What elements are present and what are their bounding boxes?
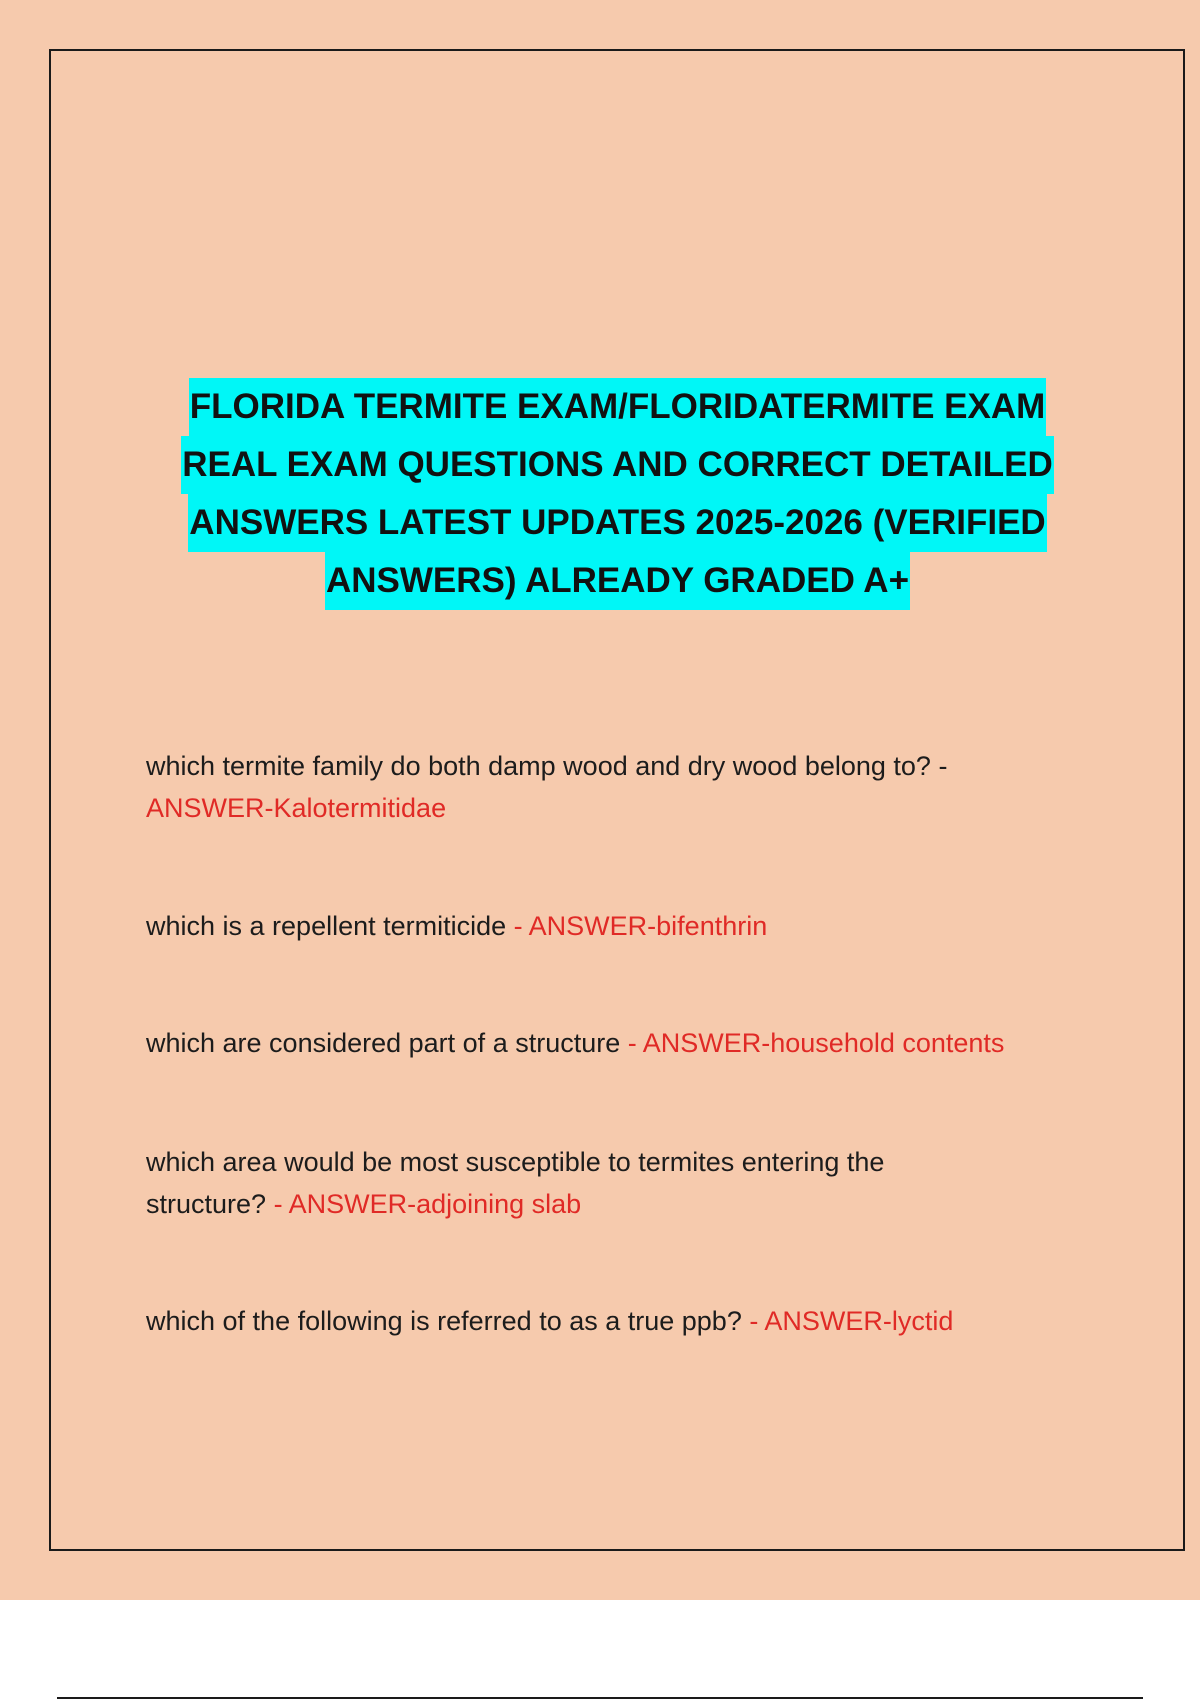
qa-item-2	[146, 905, 1096, 947]
qa-item-1	[146, 745, 1096, 829]
question-text: which of the following is referred to as a true ppb?	[146, 1306, 750, 1336]
title-line-3: ANSWERS LATEST UPDATES 2025-2026 (VERIFIED	[188, 494, 1046, 552]
question-text: which are considered part of a structure	[146, 1028, 628, 1058]
title-line-2: REAL EXAM QUESTIONS AND CORRECT DETAILED	[181, 436, 1054, 494]
answer-text: - ANSWER-lyctid	[749, 1306, 954, 1336]
question-text: which area would be most susceptible to termites entering the structure?	[146, 1147, 885, 1219]
answer-text: - ANSWER-household contents	[627, 1028, 1005, 1058]
question-text: which is a repellent termiticide	[146, 911, 514, 941]
title-line-4: ANSWERS) ALREADY GRADED A+	[325, 552, 910, 610]
answer-text: - ANSWER-bifenthrin	[513, 911, 768, 941]
footer-divider	[57, 1697, 1143, 1699]
answer-text: ANSWER-Kalotermitidae	[146, 793, 447, 823]
title-line-1: FLORIDA TERMITE EXAM/FLORIDATERMITE EXAM	[189, 378, 1047, 436]
qa-item-4	[146, 1141, 986, 1225]
qa-item-3	[146, 1022, 1096, 1064]
question-text: which termite family do both damp wood and dry wood belong to? -	[146, 751, 948, 781]
answer-text: - ANSWER-adjoining slab	[273, 1189, 582, 1219]
document-title	[100, 378, 1135, 610]
qa-item-5	[146, 1300, 1096, 1342]
